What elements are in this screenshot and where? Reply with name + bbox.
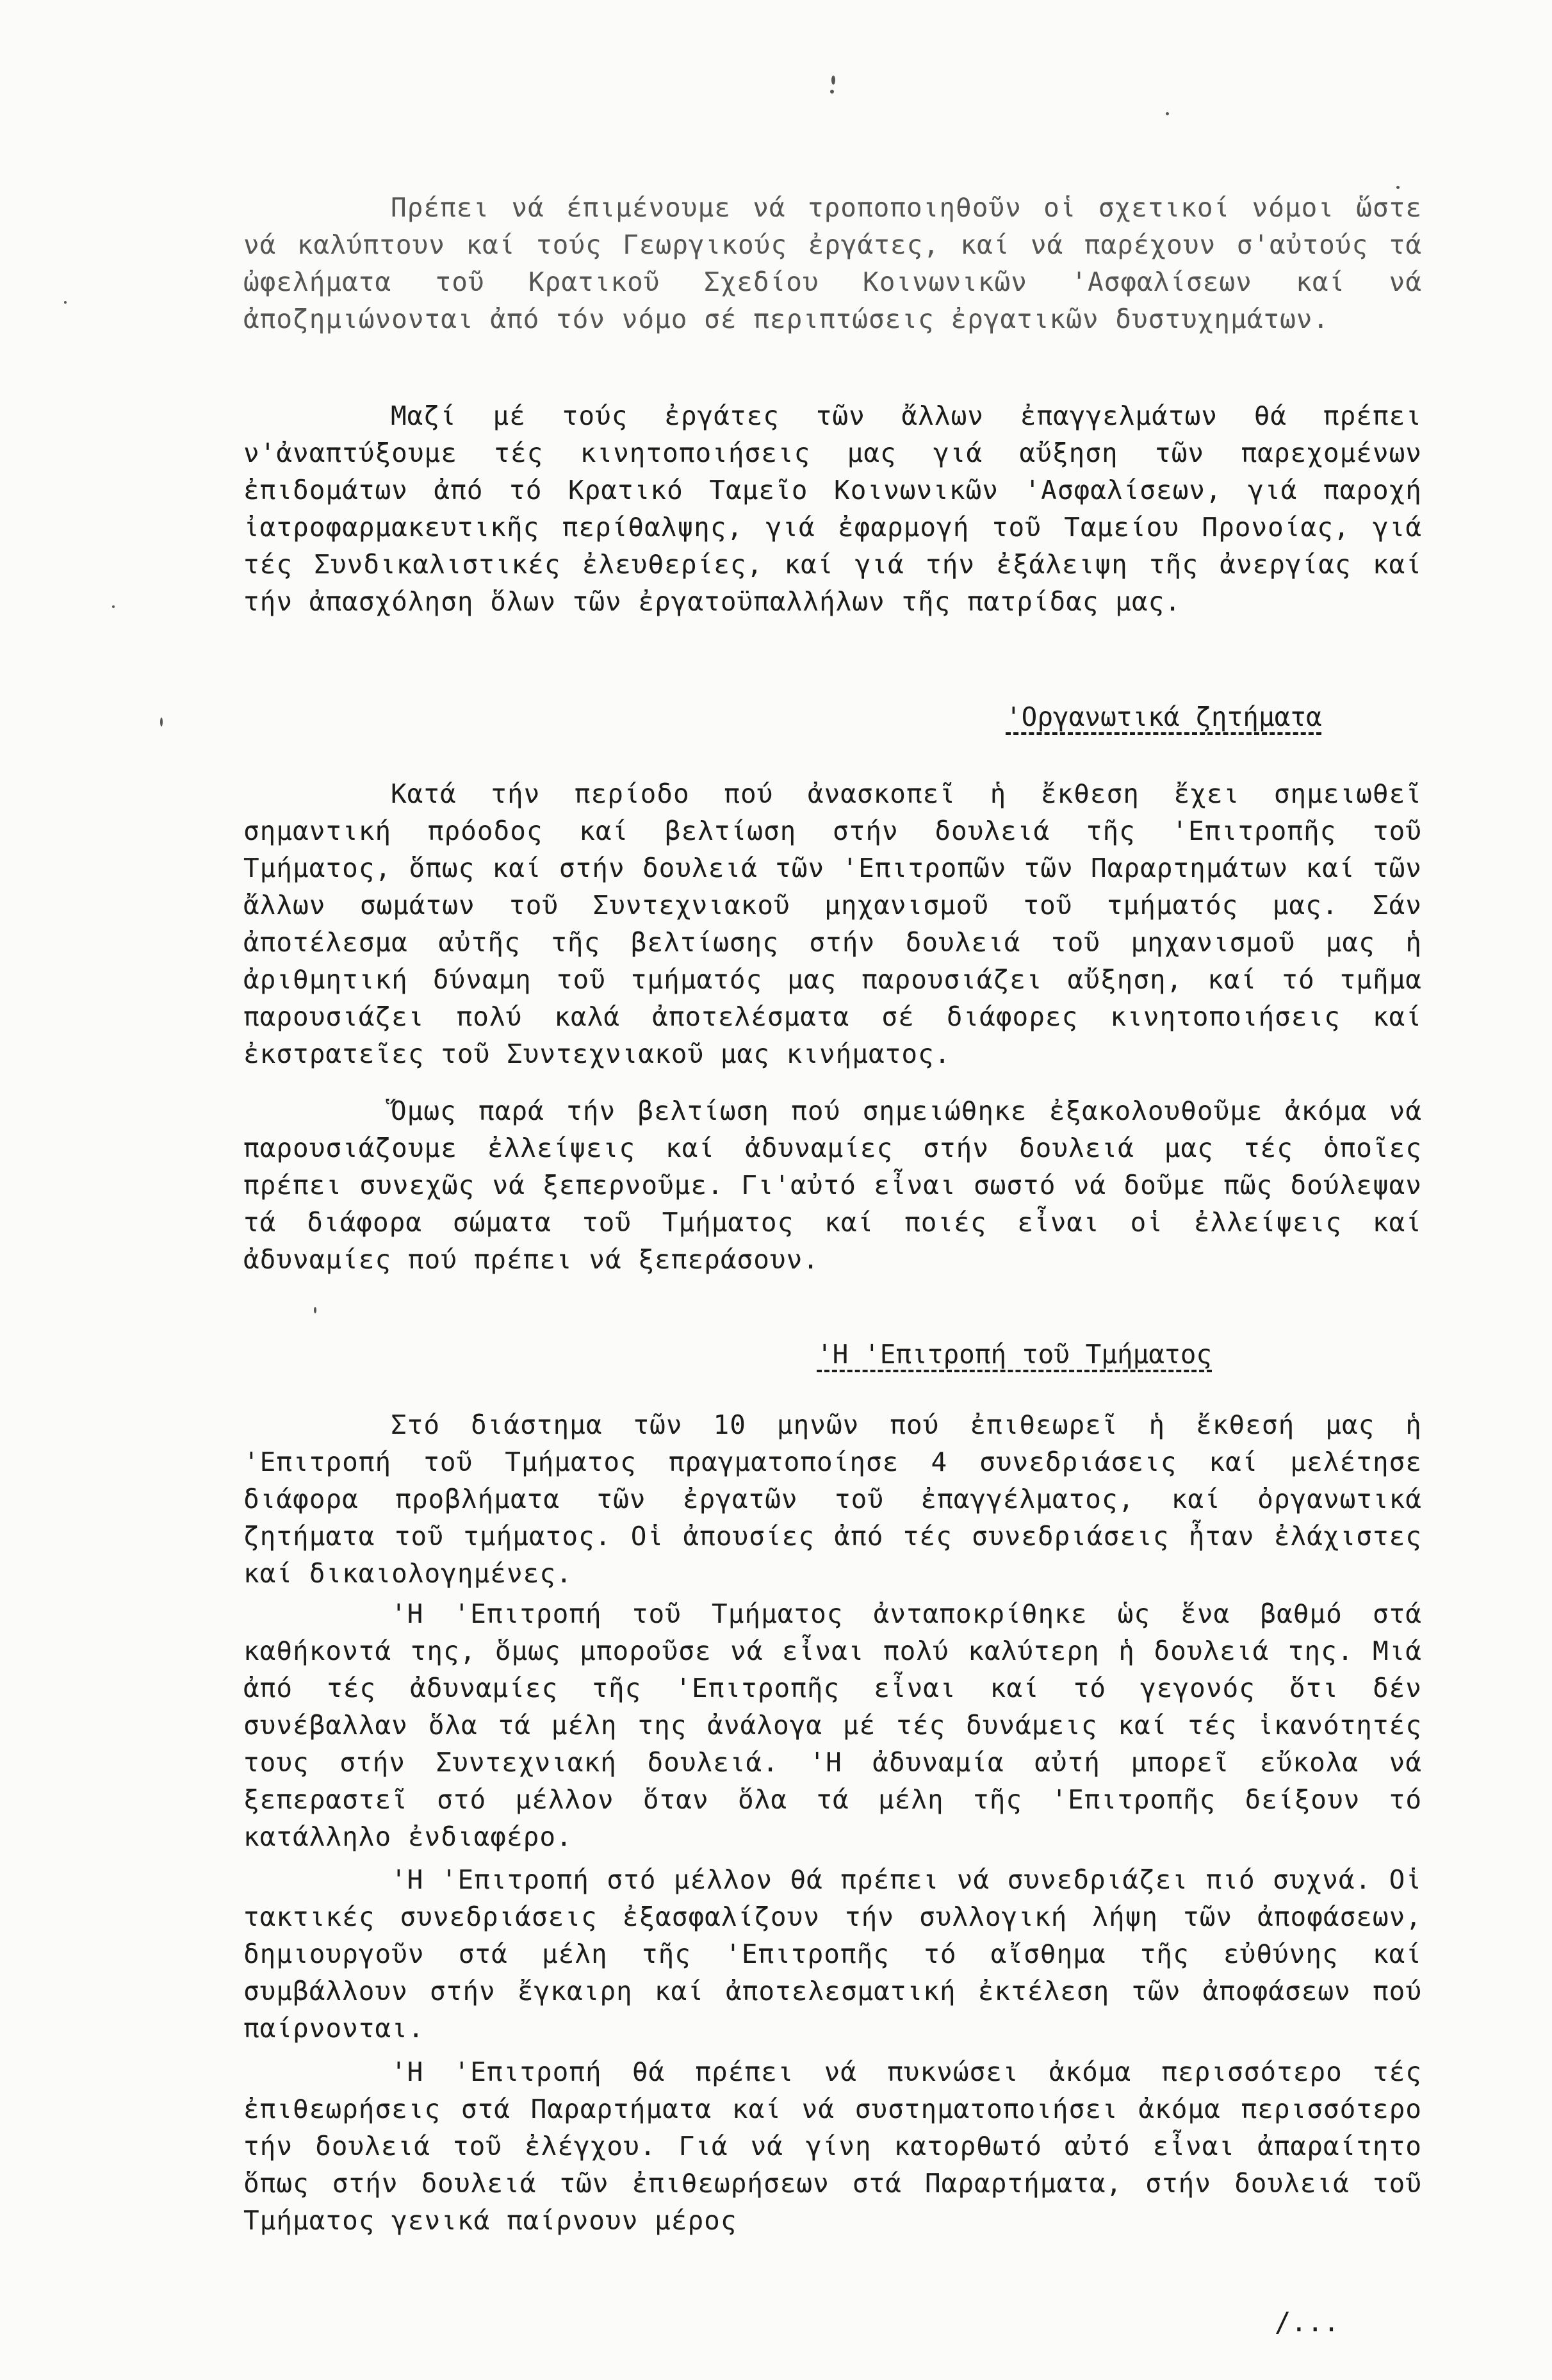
paragraph-5: Στό διάστημα τῶν 10 μηνῶν πού ἐπιθεωρεῖ ἡ ἔκθεσή μας ἡ 'Επιτροπή τοῦ Τμήματος πραγματοποίησε 4 συνεδριάσεις καί μελέτησε διάφορα προβλήματα τῶν ἐργατῶν τοῦ ἐπαγγέλματος, καί ὀργανωτικά ζητήματα τοῦ τμήματος. Οἱ ἀπουσίες ἀπό τές συνεδριάσεις ἦταν ἐλάχιστες καί δικαιολογημένες.	[243, 1409, 1422, 1589]
scan-speck	[831, 76, 835, 85]
scan-speck	[1166, 112, 1169, 115]
scan-speck	[64, 301, 67, 304]
paragraph-1: Πρέπει νά έπιμένουμε νά τροποποιηθοῦν οἱ σχετικοί νόμοι ὥστε νά καλύπτουν καί τούς Γεωργικούς ἐργάτες, καί νά παρέχουν σ'αὐτούς τά ὠφελήματα τοῦ Κρατικοῦ Σχεδίου Κοινωνικῶν 'Ασφαλίσεων καί νά ἀποζημιώνονται ἀπό τόν νόμο σέ περιπτώσεις ἐργατικῶν δυστυχημάτων.	[243, 192, 1422, 334]
paragraph-6: 'Η 'Επιτροπή τοῦ Τμήματος ἀνταποκρίθηκε ὡς ἕνα βαθμό στά καθήκοντά της, ὅμως μποροῦσε νά εἶναι πολύ καλύτερη ἡ δουλειά της. Μιά ἀπό τές ἀδυναμίες τῆς 'Επιτροπῆς εἶναι καί τό γεγονός ὅτι δέν συνέβαλλαν ὅλα τά μέλη της ἀνάλογα μέ τές δυνάμεις καί τές ἱκανότητές τους στήν Συντεχνιακή δουλειά. 'Η ἀδυναμία αὐτή μπορεῖ εὔκολα νά ξεπεραστεῖ στό μέλλον ὅταν ὅλα τά μέλη τῆς 'Επιτροπῆς δείξουν τό κατάλληλο ἐνδιαφέρο.	[243, 1598, 1422, 1852]
scan-speck	[314, 1307, 316, 1313]
paragraph-4: Ὅμως παρά τήν βελτίωση πού σημειώθηκε ἐξακολουθοῦμε ἀκόμα νά παρουσιάζουμε ἐλλείψεις καί ἀδυναμίες στήν δουλειά μας τές ὁποῖες πρέπει συνεχῶς νά ξεπερνοῦμε. Γι'αὐτό εἶναι σωστό νά δοῦμε πῶς δούλεψαν τά διάφορα σώματα τοῦ Τμήματος καί ποιές εἶναι οἱ ἐλλείψεις καί ἀδυναμίες πού πρέπει νά ξεπεράσουν.	[243, 1096, 1422, 1275]
heading-organizational-issues: 'Οργανωτικά ζητήματα	[1006, 702, 1322, 732]
continuation-mark: /...	[1275, 2306, 1340, 2338]
paragraph-7: 'Η 'Επιτροπή στό μέλλον θά πρέπει νά συνεδριάζει πιό συχνά. Οἱ τακτικές συνεδριάσεις ἐξασφαλίζουν τήν συλλογική λήψη τῶν ἀποφάσεων, δημιουργοῦν στά μέλη τῆς 'Επιτροπῆς τό αἴσθημα τῆς εὐθύνης καί συμβάλλουν στήν ἔγκαιρη καί ἀποτελεσματική ἐκτέλεση τῶν ἀποφάσεων πού παίρνονται.	[243, 1864, 1422, 2044]
scan-speck	[830, 90, 834, 94]
scan-speck	[1396, 186, 1400, 189]
scan-speck	[160, 718, 163, 726]
scan-speck	[112, 605, 115, 608]
paragraph-2: Μαζί μέ τούς ἐργάτες τῶν ἄλλων ἐπαγγελμάτων θά πρέπει ν'ἀναπτύξουμε τές κινητοποιήσεις μας γιά αὔξηση τῶν παρεχομένων ἐπιδομάτων ἀπό τό Κρατικό Ταμεῖο Κοινωνικῶν 'Ασφαλίσεων, γιά παροχή ἰατροφαρμακευτικῆς περίθαλψης, γιά ἐφαρμογή τοῦ Ταμείου Προνοίας, γιά τές Συνδικαλιστικές ἐλευθερίες, καί γιά τήν ἐξάλειψη τῆς ἀνεργίας καί τήν ἀπασχόληση ὅλων τῶν ἐργατοϋπαλλήλων τῆς πατρίδας μας.	[243, 400, 1422, 617]
heading-section-committee: 'Η 'Επιτροπή τοῦ Τμήματος	[817, 1339, 1213, 1370]
paragraph-8: 'Η 'Επιτροπή θά πρέπει νά πυκνώσει ἀκόμα περισσότερο τές ἐπιθεωρήσεις στά Παραρτήματα καί νά συστηματοποιήσει ἀκόμα περισσότερο τήν δουλειά τοῦ ἐλέγχου. Γιά νά γίνη κατορθωτό αὐτό εἶναι ἀπαραίτητο ὅπως στήν δουλειά τῶν ἐπιθεωρήσεων στά Παραρτήματα, στήν δουλειά τοῦ Τμήματος γενικά παίρνουν μέρος	[243, 2056, 1422, 2236]
paragraph-3: Κατά τήν περίοδο πού ἀνασκοπεῖ ἡ ἔκθεση ἔχει σημειωθεῖ σημαντική πρόοδος καί βελτίωση στήν δουλειά τῆς 'Επιτροπῆς τοῦ Τμήματος, ὅπως καί στήν δουλειά τῶν 'Επιτροπῶν τῶν Παραρτημάτων καί τῶν ἄλλων σωμάτων τοῦ Συντεχνιακοῦ μηχανισμοῦ τοῦ τμήματός μας. Σάν ἀποτέλεσμα αὐτῆς τῆς βελτίωσης στήν δουλειά τοῦ μηχανισμοῦ μας ἡ ἀριθμητική δύναμη τοῦ τμήματός μας παρουσιάζει αὔξηση, καί τό τμῆμα παρουσιάζει πολύ καλά ἀποτελέσματα σέ διάφορες κινητοποιήσεις καί ἐκστρατεῖες τοῦ Συντεχνιακοῦ μας κινήματος.	[243, 778, 1422, 1069]
